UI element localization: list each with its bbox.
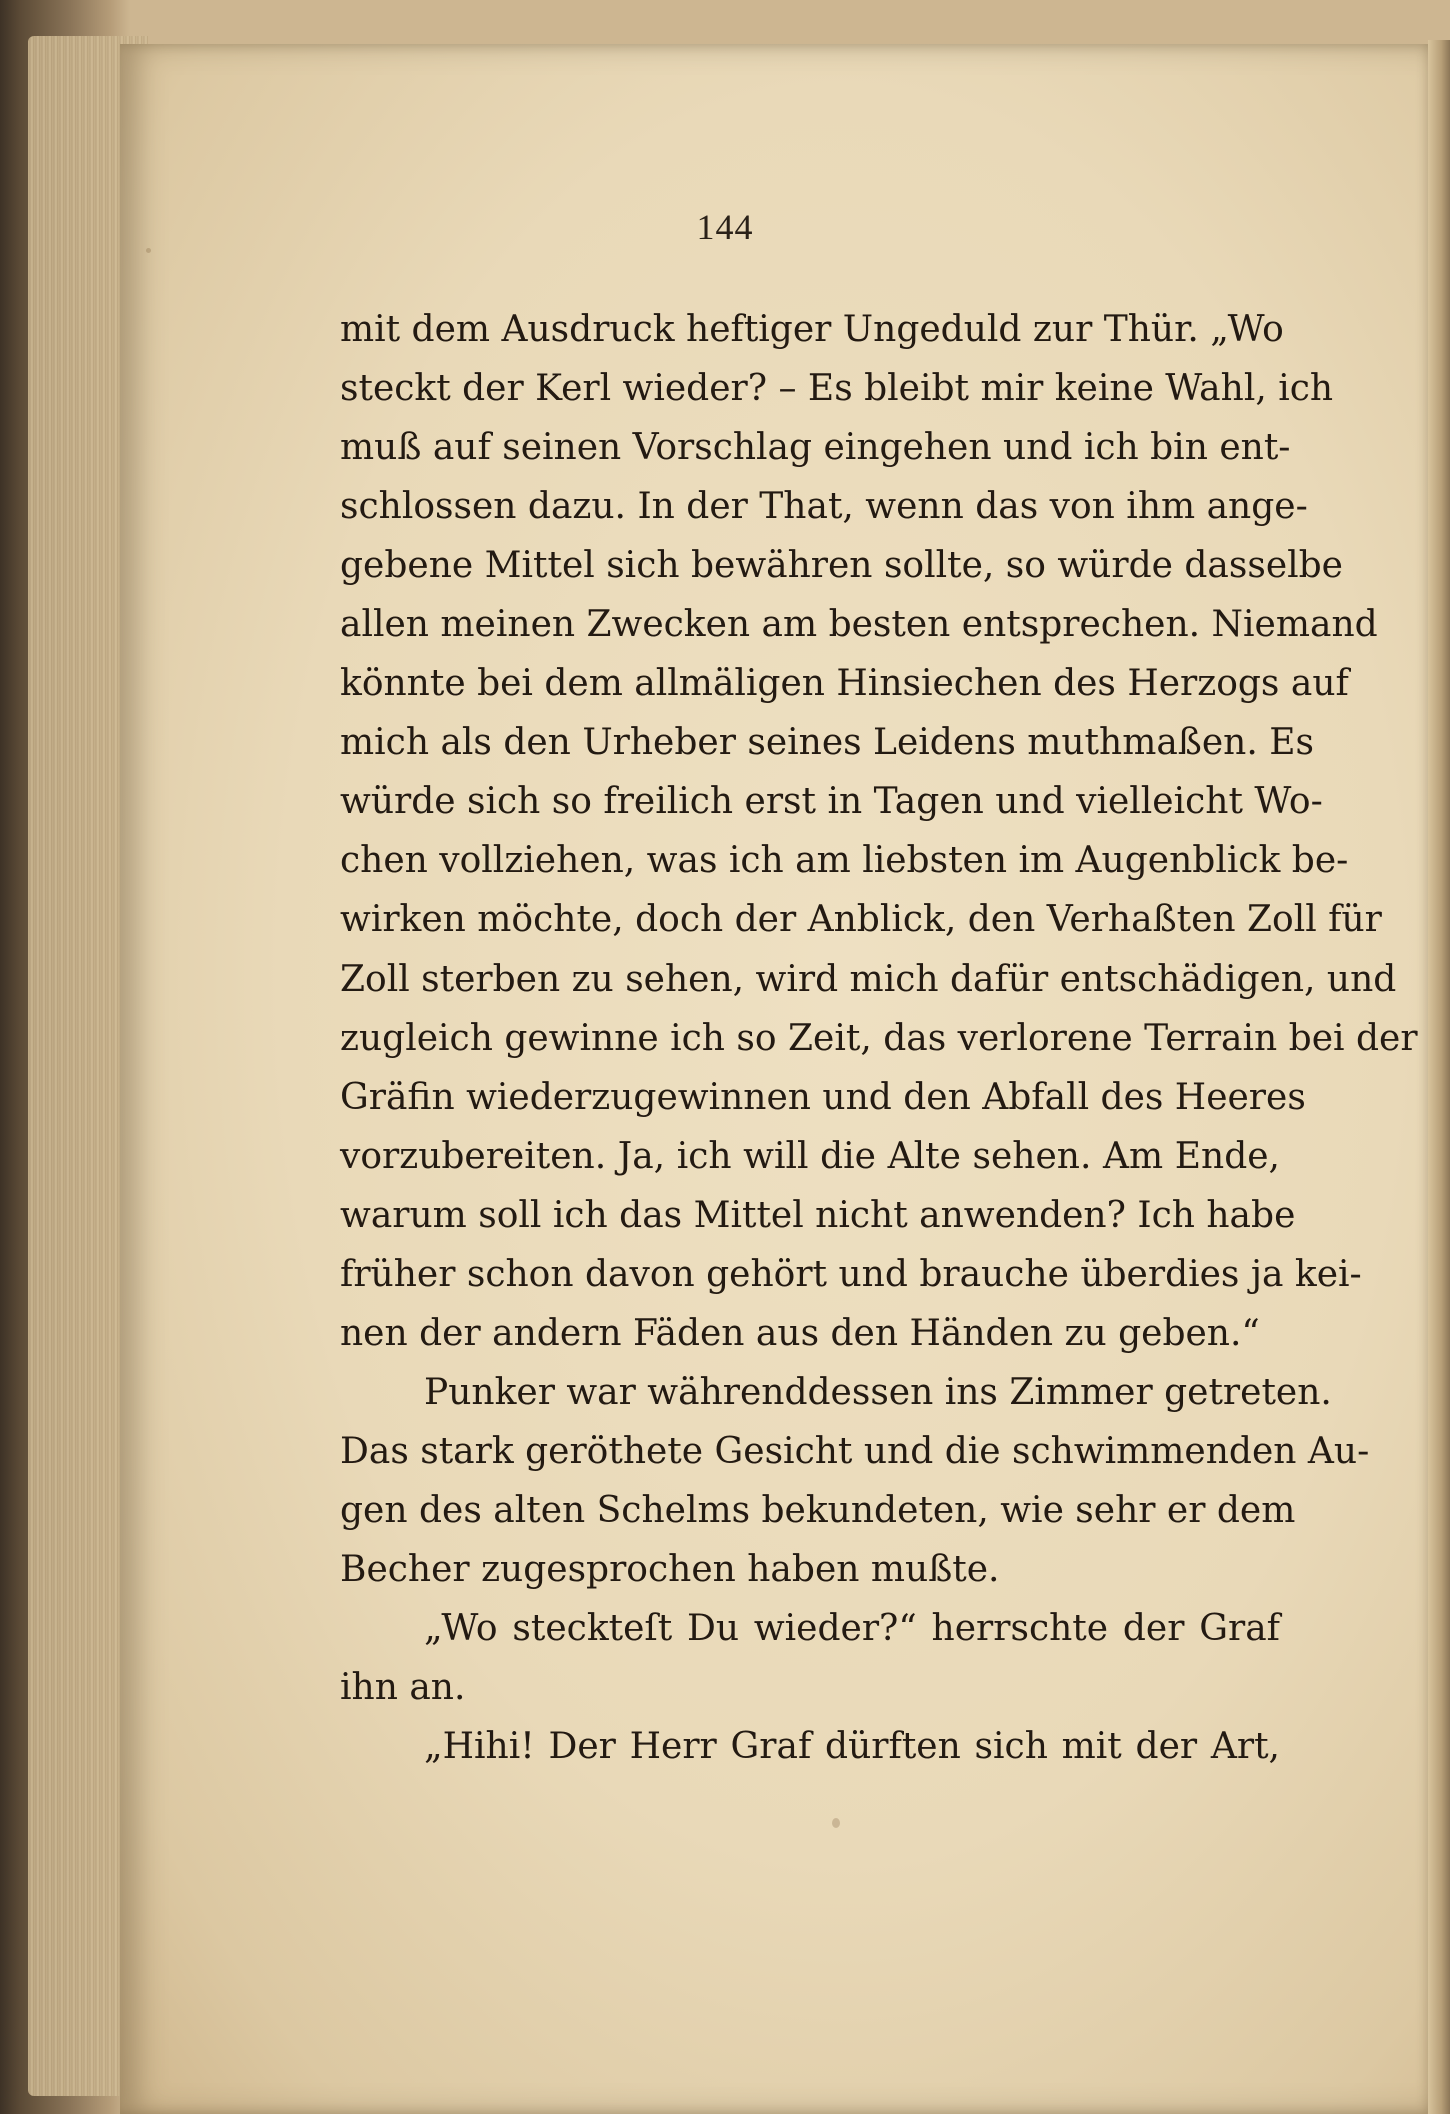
text-line: Das stark geröthete Gesicht und die schwimmenden Au- [340,1430,1370,1472]
text-line: chen vollziehen, was ich am liebsten im Augenblick be- [340,840,1349,882]
text-line: nen der andern Fäden aus den Händen zu geben.“ [340,1312,1260,1354]
text-line: mit dem Ausdruck heftiger Ungeduld zur Thür. „Wo [340,309,1284,350]
paper-spot [832,1818,840,1828]
text-line: Becher zugesprochen haben mußte. [340,1548,1000,1590]
text-line: wirken möchte, doch der Anblick, den Verhaßten Zoll für [340,899,1382,941]
text-line: gebene Mittel sich bewähren sollte, so würde dasselbe [340,545,1343,587]
text-line: würde sich so freilich erst in Tagen und vielleicht Wo- [340,781,1323,823]
text-line: Zoll sterben zu sehen, wird mich dafür entschädigen, und [340,958,1397,1000]
text-line: allen meinen Zwecken am besten entsprechen. Niemand [340,604,1378,646]
page-number: 144 [696,207,754,247]
text-line: vorzubereiten. Ja, ich will die Alte sehen. Am Ende, [340,1135,1280,1177]
paper-spot [146,248,151,253]
text-line: schlossen dazu. In der That, wenn das von ihm ange- [340,486,1308,528]
text-line: Punker war währenddessen ins Zimmer getreten. [424,1371,1332,1413]
body-text [340,300,1418,1776]
text-line: ihn an. [340,1667,466,1709]
text-line: warum soll ich das Mittel nicht anwenden? Ich habe [340,1194,1296,1236]
text-line: steckt der Kerl wieder? – Es bleibt mir keine Wahl, ich [340,368,1334,410]
right-page-edge [1428,40,1450,2114]
text-line: „Hihi! Der Herr Graf dürften sich mit der Art, [424,1726,1280,1768]
text-line: gen des alten Schelms bekundeten, wie sehr er dem [340,1489,1296,1531]
text-line: Gräfin wiederzugewinnen und den Abfall des Heeres [340,1076,1306,1118]
text-line: zugleich gewinne ich so Zeit, das verlorene Terrain bei der [340,1017,1418,1059]
text-line: mich als den Urheber seines Leidens muthmaßen. Es [340,722,1314,764]
text-line: könnte bei dem allmäligen Hinsiechen des Herzogs auf [340,663,1349,705]
text-line: „Wo steckteſt Du wieder?“ herrschte der Graf [424,1608,1280,1650]
text-line: früher schon davon gehört und brauche überdies ja kei- [340,1253,1362,1295]
text-line: muß auf seinen Vorschlag eingehen und ich bin ent- [340,427,1291,469]
